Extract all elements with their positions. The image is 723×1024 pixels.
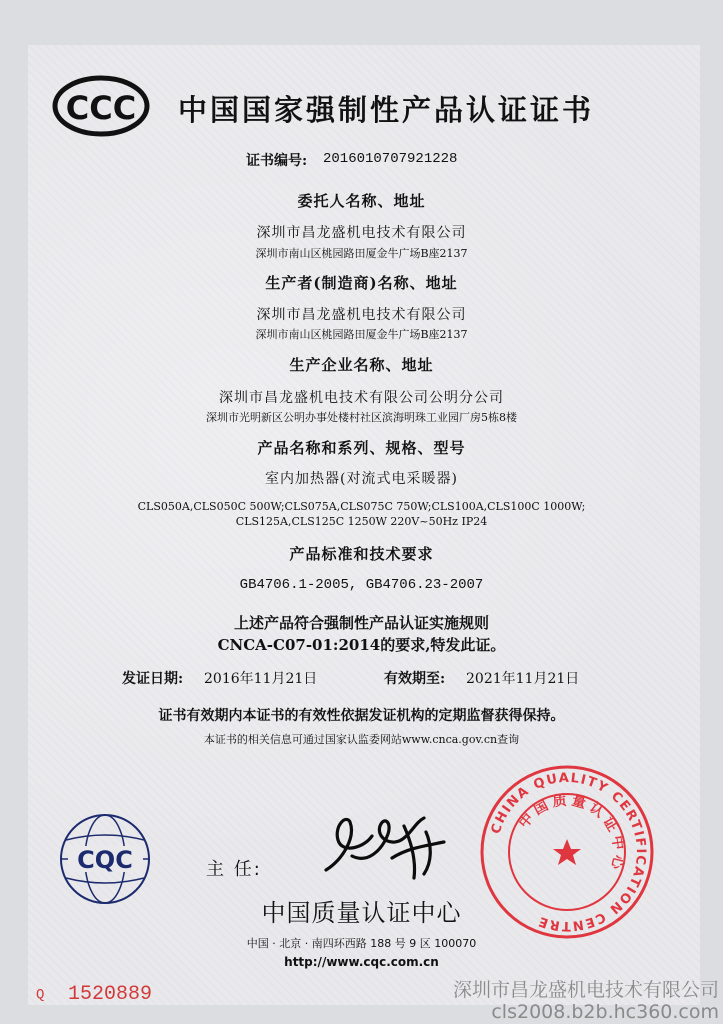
certification-seal — [478, 763, 656, 941]
manufacturer-label: 生产者(制造商)名称、地址 — [265, 274, 458, 292]
factory-name: 深圳市昌龙盛机电技术有限公司公明分公司 — [219, 390, 504, 406]
product-label: 产品名称和系列、规格、型号 — [257, 439, 466, 457]
standard-label: 产品标准和技术要求 — [289, 545, 434, 563]
product-models-line1: CLS050A,CLS050C 500W;CLS075A,CLS075C 750W;CLS100A,CLS100C 1000W; — [137, 500, 586, 513]
certificate-number: 2016010707921228 — [323, 151, 458, 167]
issuer-name: 中国质量认证中心 — [261, 899, 462, 927]
standard-value: GB4706.1-2005, GB4706.23-2007 — [239, 577, 484, 593]
manufacturer-address: 深圳市南山区桃园路田厦金牛广场B座2137 — [255, 328, 468, 341]
director-label: 主 任: — [206, 859, 262, 880]
issuer-address: 中国 · 北京 · 南四环西路 188 号 9 区 100070 — [246, 937, 477, 950]
query-note: 本证书的相关信息可通过国家认监委网站www.cnca.gov.cn查询 — [203, 733, 520, 746]
serial-prefix: Q — [36, 987, 45, 1003]
factory-label: 生产企业名称、地址 — [289, 356, 434, 374]
manufacturer-name: 深圳市昌龙盛机电技术有限公司 — [256, 307, 467, 323]
ccc-logo-text: CCC — [65, 89, 137, 127]
watermark — [453, 979, 719, 1023]
issue-date-label: 发证日期: — [122, 671, 184, 687]
validity-note: 证书有效期内本证书的有效性依据发证机构的定期监督获得保持。 — [158, 708, 565, 724]
issue-date: 2016年11月21日 — [204, 671, 318, 687]
watermark-url: cls2008.b2b.hc360.com — [491, 1001, 719, 1023]
cqc-logo-text: CQC — [77, 846, 133, 874]
director-signature — [312, 808, 452, 883]
svg-text:中国质量认证中心 — [515, 791, 628, 874]
expiry-date-label: 有效期至: — [384, 671, 446, 687]
seal-outer-text: CHINA QUALITY CERTIFICATION CENTRE — [488, 770, 649, 934]
applicant-address: 深圳市南山区桃园路田厦金牛广场B座2137 — [255, 247, 468, 260]
applicant-name: 深圳市昌龙盛机电技术有限公司 — [256, 225, 467, 241]
watermark-company: 深圳市昌龙盛机电技术有限公司 — [452, 979, 719, 1001]
product-models-line2: CLS125A,CLS125C 1250W 220V~50Hz IP24 — [235, 515, 488, 528]
product-name: 室内加热器(对流式电采暖器) — [265, 471, 458, 487]
seal-inner-text: 中国质量认证中心 — [515, 792, 627, 875]
certificate-number-label: 证书编号: — [246, 153, 308, 169]
certificate-title: 中国国家强制性产品认证证书 — [178, 93, 595, 127]
conformity-line1: 上述产品符合强制性产品认证实施规则 — [233, 614, 489, 632]
serial-number: 1520889 — [68, 983, 153, 1006]
issuer-website: http://www.cqc.com.cn — [284, 955, 439, 969]
expiry-date: 2021年11月21日 — [466, 671, 580, 687]
factory-address: 深圳市光明新区公明办事处楼村社区滨海明珠工业园厂房5栋8楼 — [206, 411, 517, 424]
conformity-line2: CNCA-C07-01:2014的要求,特发此证。 — [217, 636, 506, 654]
applicant-label: 委托人名称、地址 — [297, 192, 426, 210]
ccc-logo — [52, 75, 150, 137]
